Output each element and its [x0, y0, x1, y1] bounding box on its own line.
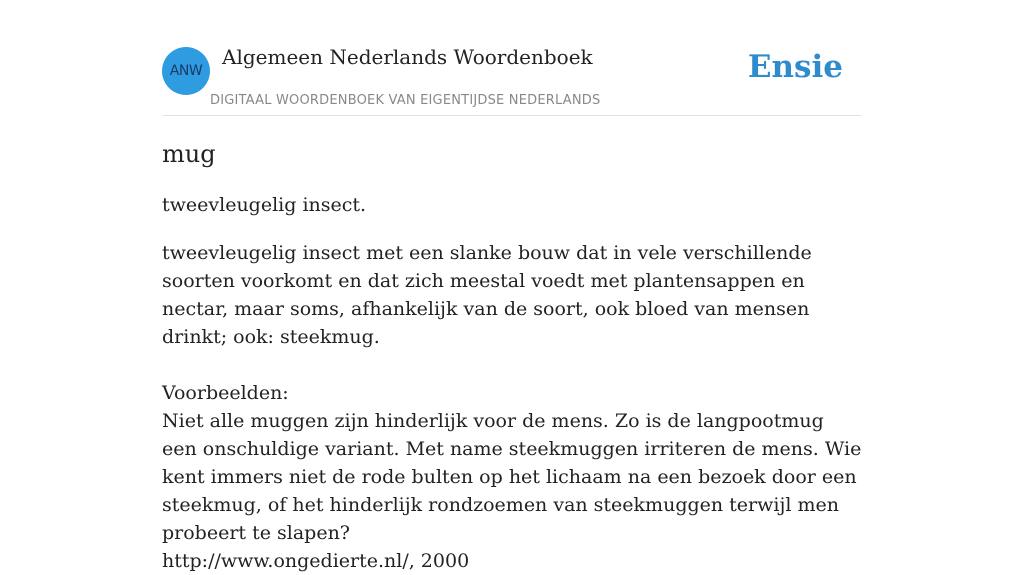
ensie-brand-logo[interactable]: Ensie: [747, 49, 843, 85]
site-title[interactable]: Algemeen Nederlands Woordenboek: [222, 45, 593, 69]
site-subtitle: DIGITAAL WOORDENBOEK VAN EIGENTIJDSE NEDERLANDS: [210, 93, 601, 108]
example-text: Niet alle muggen zijn hinderlijk voor de mens. Zo is de langpootmug een onschuldige variant. Met name steekmuggen irriteren de mens. Wie kent immers niet de rode bulten op het lichaam na een bezoek door een steekmug, of het hinderlijk rondzoemen van steekmuggen terwijl men probeert te slapen?: [162, 410, 862, 544]
header-divider: [162, 115, 862, 116]
entry-headword: mug: [162, 140, 216, 168]
short-definition: tweevleugelig insect.: [162, 194, 367, 216]
full-definition: tweevleugelig insect met een slanke bouw dat in vele verschillende soorten voorkomt en dat zich meestal voedt met plantensappen en nectar, maar soms, afhankelijk van de soort, ook bloed van mensen drinkt; ook: steekmug.: [162, 242, 812, 348]
example-source: http://www.ongedierte.nl/, 2000: [162, 550, 470, 572]
anw-logo[interactable]: [162, 47, 210, 95]
examples-label: Voorbeelden:: [162, 382, 289, 404]
entry-body: [162, 239, 862, 575]
paragraph-spacer: [162, 351, 862, 379]
logo-text: ANW: [169, 63, 203, 79]
